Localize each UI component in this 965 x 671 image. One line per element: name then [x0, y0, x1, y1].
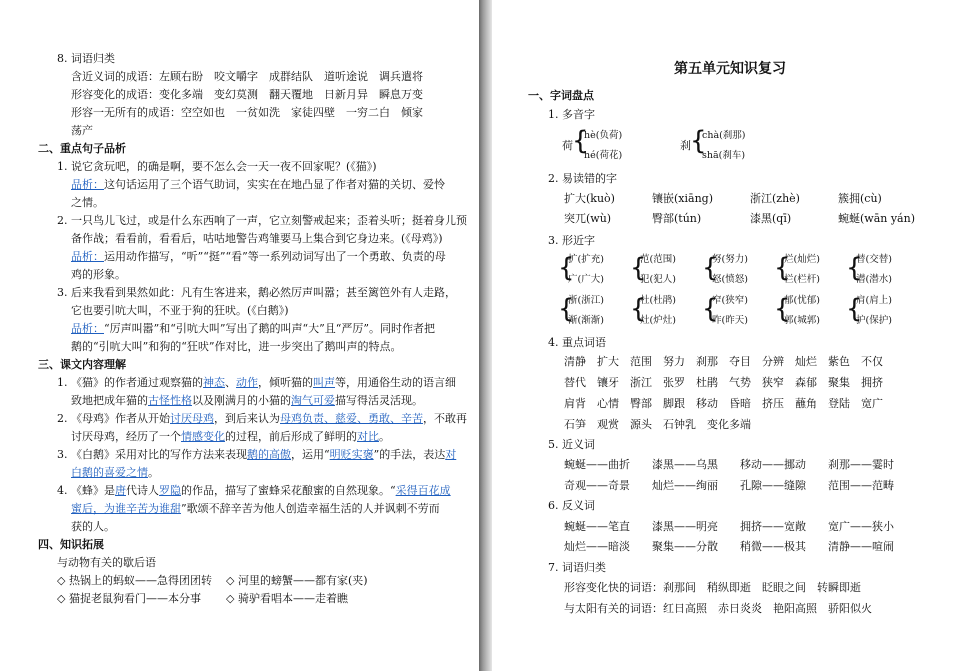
- brace-icon: {: [690, 126, 707, 156]
- brace-icon: {: [630, 253, 647, 283]
- antonym-1-b: 漆黑——明亮: [652, 520, 718, 533]
- similar-top-4: 烂(灿烂): [784, 254, 820, 265]
- answer-blank: 讨厌母鸡: [170, 412, 214, 425]
- content-1-line-2: 致地把成年猫的古怪性格以及刚满月的小猫的淘气可爱描写得活灵活现。: [71, 394, 423, 407]
- polyphone-he-2: hé(荷花): [584, 150, 623, 161]
- key-word: 森郁: [795, 376, 817, 389]
- xiehouyu-4: ◇ 骑驴看唱本——走着瞧: [226, 592, 348, 605]
- similar-bot-4: 栏(栏杆): [784, 274, 820, 285]
- key-word: 蘸角: [795, 397, 817, 410]
- similar-top-1: 扩(扩充): [568, 254, 604, 265]
- classify-line-2: 与太阳有关的词语：红日高照 赤日炎炎 艳阳高照 骄阳似火: [564, 602, 872, 615]
- answer-blank: 采得百花成: [395, 484, 451, 497]
- similar2-top-3: 窄(狭窄): [712, 295, 748, 306]
- analysis-text: “厉声叫嚣”和“引吭大叫”写出了鹅的叫声“大”且“严厉”。同时作者把: [104, 322, 435, 335]
- synonym-1-b: 漆黑——乌黑: [652, 458, 718, 471]
- misread-row-2-c: 漆黑(qī): [750, 212, 792, 225]
- synonym-1-c: 移动——挪动: [740, 458, 806, 471]
- misread-row-1-d: 簇拥(cù): [838, 192, 882, 205]
- antonym-1-d: 宽广——狭小: [828, 520, 894, 533]
- content-2-line-2: 讨厌母鸡，经历了一个情感变化的过程，前后形成了鲜明的对比。: [71, 430, 390, 443]
- similar-bot-3: 怒(愤怒): [712, 274, 748, 285]
- answer-blank: 情感变化: [181, 430, 225, 443]
- sentence-1: 1. 说它贪玩吧，的确是啊，要不怎么会一天一夜不回家呢？(《猫》): [57, 160, 377, 173]
- item8-line-4: 荡产: [71, 124, 93, 137]
- key-word: 刹那: [696, 355, 718, 368]
- similar2-top-4: 郁(忧郁): [784, 295, 820, 306]
- answer-blank: 动作: [236, 376, 258, 389]
- item8-line-1: 含近义词的成语：左顾右盼 咬文嚼字 成群结队 道听途说 调兵遣将: [71, 70, 423, 83]
- sentence-3-line-1: 3. 后来我看到果然如此：凡有生客进来，鹅必然厉声叫嚣；甚至篱笆外有人走路，: [57, 286, 456, 299]
- misread-row-1-c: 浙江(zhè): [750, 192, 800, 205]
- similar-top-2: 范(范围): [640, 254, 676, 265]
- analysis-label: 品析：: [71, 250, 104, 263]
- synonym-2-b: 灿烂——绚丽: [652, 479, 718, 492]
- content-4-line-1: 4. 《蜂》是唐代诗人罗隐的作品，描写了蜜蜂采花酿蜜的自然现象。“采得百花成: [57, 484, 451, 497]
- antonym-2-b: 聚集——分散: [652, 540, 718, 553]
- key-word: 清静: [564, 355, 586, 368]
- misread-row-1-a: 扩大(kuò): [564, 192, 615, 205]
- key-word: 登陆: [828, 397, 850, 410]
- sentence-3-analysis: [71, 322, 435, 336]
- answer-blank: 对比: [357, 430, 379, 443]
- misread-row-2-b: 臀部(tún): [652, 212, 702, 225]
- key-words-row-2: [564, 376, 894, 390]
- similar-top-5: 替(交替): [856, 254, 892, 265]
- answer-blank: 明贬实褒: [329, 448, 374, 461]
- polyphone-title: 1. 多音字: [548, 108, 595, 121]
- key-word: 狭窄: [762, 376, 784, 389]
- analysis-text: 这句话运用了三个语气助词，实实在在地凸显了作者对猫的关切、爱怜: [104, 178, 445, 191]
- analysis-label: 品析：: [71, 322, 104, 335]
- polyphone-cha-1: chà(刹那): [702, 130, 746, 141]
- polyphone-he-char: 荷: [562, 139, 573, 152]
- brace-icon: {: [572, 126, 589, 156]
- antonym-2-a: 灿烂——暗淡: [564, 540, 630, 553]
- key-words-row-4: [564, 418, 762, 432]
- key-word: 不仅: [861, 355, 883, 368]
- key-word: 宽广: [861, 397, 883, 410]
- brace-icon: {: [630, 294, 647, 324]
- key-words-title: 4. 重点词语: [548, 336, 606, 349]
- content-3-line-2: 白鹅的喜爱之情。: [71, 466, 159, 479]
- similar2-bot-4: 郭(城郭): [784, 315, 820, 326]
- key-word: 臀部: [630, 397, 652, 410]
- antonym-1-a: 蜿蜒——笔直: [564, 520, 630, 533]
- polyphone-cha-2: shā(刹车): [702, 150, 746, 161]
- key-word: 气势: [729, 376, 751, 389]
- key-word: 挤压: [762, 397, 784, 410]
- antonym-2-d: 清静——喧闹: [828, 540, 894, 553]
- key-word: 变化多端: [707, 418, 751, 431]
- answer-blank: 唐: [115, 484, 126, 497]
- answer-blank: 母鸡负责、慈爱、勇敢、辛苦: [280, 412, 423, 425]
- sentence-3-analysis-cont: 鹅的“引吭大叫”和狗的“狂吠”作对比，进一步突出了鹅叫声的特点。: [71, 340, 402, 353]
- synonym-2-d: 范围——范畴: [828, 479, 894, 492]
- antonym-1-c: 拥挤——宽敞: [740, 520, 806, 533]
- synonym-1-a: 蜿蜒——曲折: [564, 458, 630, 471]
- similar-bot-1: 广(广大): [568, 274, 604, 285]
- key-word: 石笋: [564, 418, 586, 431]
- misread-title: 2. 易读错的字: [548, 172, 617, 185]
- key-words-row-3: [564, 397, 894, 411]
- item8-line-2: 形容变化的成语：变化多端 变幻莫测 翻天覆地 日新月异 瞬息万变: [71, 88, 423, 101]
- synonym-2-a: 奇观——奇景: [564, 479, 630, 492]
- brace-icon: {: [774, 253, 791, 283]
- misread-row-1-b: 镶嵌(xiāng): [652, 192, 713, 205]
- key-word: 拥挤: [861, 376, 883, 389]
- answer-blank: 古怪性格: [148, 394, 192, 407]
- brace-icon: {: [558, 294, 575, 324]
- answer-blank: 蜜后，为谁辛苦为谁甜: [71, 502, 181, 515]
- analysis-text: 运用动作描写，“听”“挺”“看”等一系列动词写出了一个勇敢、负责的母: [104, 250, 446, 263]
- xiehouyu-1: ◇ 热锅上的蚂蚁——急得团团转: [57, 574, 212, 587]
- section-2-heading: 二、重点句子品析: [38, 142, 126, 155]
- section-3-heading: 三、课文内容理解: [38, 358, 126, 371]
- answer-blank: 淘气可爱: [291, 394, 335, 407]
- similar2-top-2: 杜(杜鹃): [640, 295, 676, 306]
- item8-line-3: 形容一无所有的成语：空空如也 一贫如洗 家徒四壁 一穷二白 倾家: [71, 106, 423, 119]
- answer-blank: 白鹅的喜爱之情: [71, 466, 148, 479]
- polyphone-cha-char: 刹: [680, 139, 691, 152]
- similar2-top-1: 浙(浙江): [568, 295, 604, 306]
- key-word: 灿烂: [795, 355, 817, 368]
- similar2-bot-5: 护(保护): [856, 315, 892, 326]
- key-word: 肩背: [564, 397, 586, 410]
- sentence-1-analysis: [71, 178, 445, 192]
- brace-icon: {: [846, 253, 863, 283]
- polyphone-he-1: hè(负荷): [584, 130, 623, 141]
- similar2-bot-3: 昨(昨天): [712, 315, 748, 326]
- answer-blank: 对: [445, 448, 457, 461]
- key-word: 杜鹃: [696, 376, 718, 389]
- key-word: 石钟乳: [663, 418, 696, 431]
- classify-line-1: 形容变化快的词语：刹那间 稍纵即逝 眨眼之间 转瞬即逝: [564, 581, 861, 594]
- content-3-line-1: 3. 《白鹅》采用对比的写作方法来表现鹅的高傲，运用“明贬实褒”的手法，表达对: [57, 448, 457, 461]
- classify-title: 7. 词语归类: [548, 561, 606, 574]
- key-words-row-1: [564, 355, 894, 369]
- unit-title: 第五单元知识复习: [674, 61, 786, 77]
- content-4-line-2: 蜜后，为谁辛苦为谁甜”歌颂不辞辛苦为他人创造幸福生活的人并讽刺不劳而: [71, 502, 440, 515]
- key-word: 替代: [564, 376, 586, 389]
- brace-icon: {: [846, 294, 863, 324]
- left-page: [0, 0, 479, 671]
- synonym-1-d: 刹那——霎时: [828, 458, 894, 471]
- similar2-top-5: 肩(肩上): [856, 295, 892, 306]
- right-section-1-heading: 一、字词盘点: [528, 89, 594, 102]
- answer-blank: 叫声: [313, 376, 335, 389]
- section-4-heading: 四、知识拓展: [38, 538, 104, 551]
- sentence-1-analysis-cont: 之情。: [71, 196, 104, 209]
- similar2-bot-1: 渐(渐渐): [568, 315, 604, 326]
- brace-icon: {: [702, 294, 719, 324]
- similar-bot-5: 潜(潜水): [856, 274, 892, 285]
- right-page: [492, 0, 965, 671]
- content-2-line-1: 2. 《母鸡》作者从开始讨厌母鸡，到后来认为母鸡负责、慈爱、勇敢、辛苦，不敢再: [57, 412, 467, 425]
- analysis-label: 品析：: [71, 178, 104, 191]
- answer-blank: 罗隐: [159, 484, 181, 497]
- key-word: 紫色: [828, 355, 850, 368]
- similar-chars-title: 3. 形近字: [548, 234, 595, 247]
- sentence-2-analysis-cont: 鸡的形象。: [71, 268, 126, 281]
- key-word: 心情: [597, 397, 619, 410]
- key-word: 分辨: [762, 355, 784, 368]
- key-word: 昏暗: [729, 397, 751, 410]
- key-word: 移动: [696, 397, 718, 410]
- key-word: 脚跟: [663, 397, 685, 410]
- key-word: 浙江: [630, 376, 652, 389]
- key-word: 夺目: [729, 355, 751, 368]
- xiehouyu-2: ◇ 河里的螃蟹——都有家(夹): [226, 574, 368, 587]
- extension-intro: 与动物有关的歇后语: [57, 556, 156, 569]
- brace-icon: {: [774, 294, 791, 324]
- key-word: 扩大: [597, 355, 619, 368]
- antonym-2-c: 稍微——极其: [740, 540, 806, 553]
- answer-blank: 神态: [203, 376, 225, 389]
- sentence-2-analysis: [71, 250, 446, 264]
- key-word: 聚集: [828, 376, 850, 389]
- similar-bot-2: 犯(犯人): [640, 274, 676, 285]
- content-1-line-1: 1. 《猫》的作者通过观察猫的神态、动作，倾听猫的叫声等，用通俗生动的语言细: [57, 376, 456, 389]
- key-word: 镶牙: [597, 376, 619, 389]
- key-word: 张罗: [663, 376, 685, 389]
- synonym-2-c: 孔隙——缝隙: [740, 479, 806, 492]
- book-gutter: [479, 0, 492, 671]
- brace-icon: {: [558, 253, 575, 283]
- xiehouyu-3: ◇ 猫捉老鼠狗看门——本分事: [57, 592, 201, 605]
- sentence-2-line-1: 2. 一只鸟儿飞过，或是什么东西响了一声，它立刻警戒起来；歪着头听；挺着身儿预: [57, 214, 467, 227]
- content-4-line-3: 获的人。: [71, 520, 115, 533]
- key-word: 源头: [630, 418, 652, 431]
- antonym-title: 6. 反义词: [548, 499, 595, 512]
- misread-row-2-a: 突兀(wù): [564, 212, 612, 225]
- similar2-bot-2: 灶(炉灶): [640, 315, 676, 326]
- sentence-2-line-2: 备作战；看看前，看看后，咕咕地警告鸡雏要马上集合到它身边来。(《母鸡》): [71, 232, 443, 245]
- key-word: 观赏: [597, 418, 619, 431]
- misread-row-2-d: 蜿蜒(wān yán): [838, 212, 915, 225]
- answer-blank: 鹅的高傲: [247, 448, 291, 461]
- synonym-title: 5. 近义词: [548, 438, 595, 451]
- brace-icon: {: [702, 253, 719, 283]
- key-word: 范围: [630, 355, 652, 368]
- item8-title: 8. 词语归类: [57, 52, 115, 65]
- key-word: 努力: [663, 355, 685, 368]
- similar-top-3: 努(努力): [712, 254, 748, 265]
- sentence-3-line-2: 它也要引吭大叫，不亚于狗的狂吠。(《白鹅》): [71, 304, 289, 317]
